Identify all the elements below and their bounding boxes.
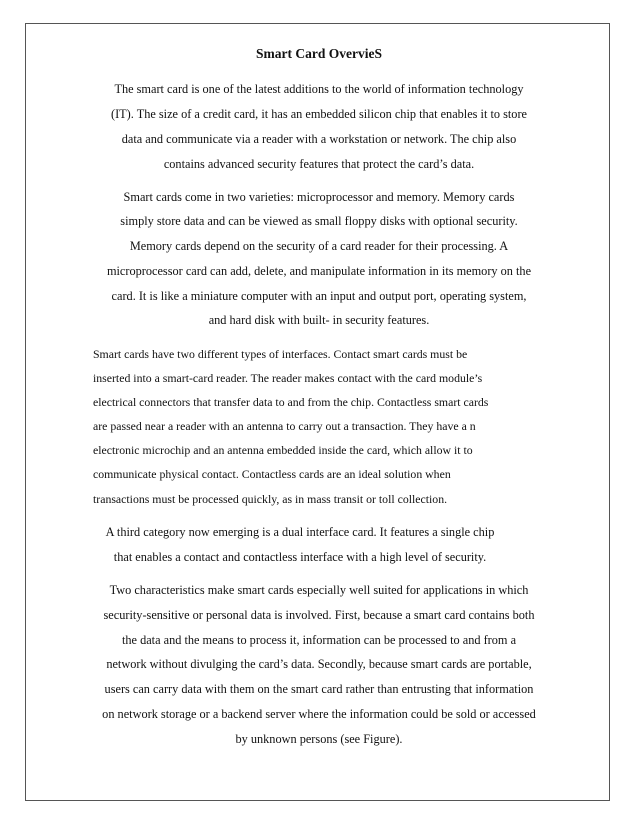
paragraph-3-line: transactions must be processed quickly, as in mass transit or toll collection. [93,492,448,506]
paragraph-5-line: network without divulging the card’s data. Secondly, because smart cards are portable, [106,657,532,671]
paragraph-5-line: users can carry data with them on the smart card rather than entrusting that information [104,682,534,696]
paragraph-2-line: card. It is like a miniature computer with an input and output port, operating system, [111,289,527,303]
paragraph-1-line: (IT). The size of a credit card, it has an embedded silicon chip that enables it to store [110,107,527,121]
paragraph-1-line: contains advanced security features that protect the card’s data. [163,157,475,171]
paragraph-5-line: security-sensitive or personal data is involved. First, because a smart card contains both [103,608,535,622]
paragraph-3-line: inserted into a smart-card reader. The reader makes contact with the card module’s [93,371,483,385]
paragraph-3-line: Smart cards have two different types of interfaces. Contact smart cards must be [93,347,468,361]
paragraph-5-line: Two characteristics make smart cards especially well suited for applications in which [109,583,529,597]
paragraph-2-line: microprocessor card can add, delete, and manipulate information in its memory on the [106,264,532,278]
paragraph-3-line: communicate physical contact. Contactless cards are an ideal solution when [93,467,451,481]
paragraph-3-line: electrical connectors that transfer data to and from the chip. Contactless smart cards [93,395,489,409]
paragraph-2-line: Smart cards come in two varieties: microprocessor and memory. Memory cards [123,190,515,204]
page-title: Smart Card OvervieS [256,46,382,61]
paragraph-5-line: by unknown persons (see Figure). [235,732,403,746]
paragraph-2-line: and hard disk with built- in security features. [208,313,430,327]
paragraph-3-line: electronic microchip and an antenna embedded inside the card, which allow it to [93,443,473,457]
paragraph-5-line: on network storage or a backend server where the information could be sold or accessed [102,707,536,721]
paragraph-2-line: simply store data and can be viewed as small floppy disks with optional security. [120,214,518,228]
paragraph-1-line: The smart card is one of the latest additions to the world of information technology [114,82,524,96]
paragraph-4-line: that enables a contact and contactless interface with a high level of security. [113,550,487,564]
paragraph-3-line: are passed near a reader with an antenna to carry out a transaction. They have a n [93,419,476,433]
paragraph-2-line: Memory cards depend on the security of a card reader for their processing. A [129,239,509,253]
paragraph-4-line: A third category now emerging is a dual interface card. It features a single chip [105,525,495,539]
paragraph-1-line: data and communicate via a reader with a workstation or network. The chip also [121,132,517,146]
paragraph-5-line: the data and the means to process it, information can be processed to and from a [121,633,517,647]
